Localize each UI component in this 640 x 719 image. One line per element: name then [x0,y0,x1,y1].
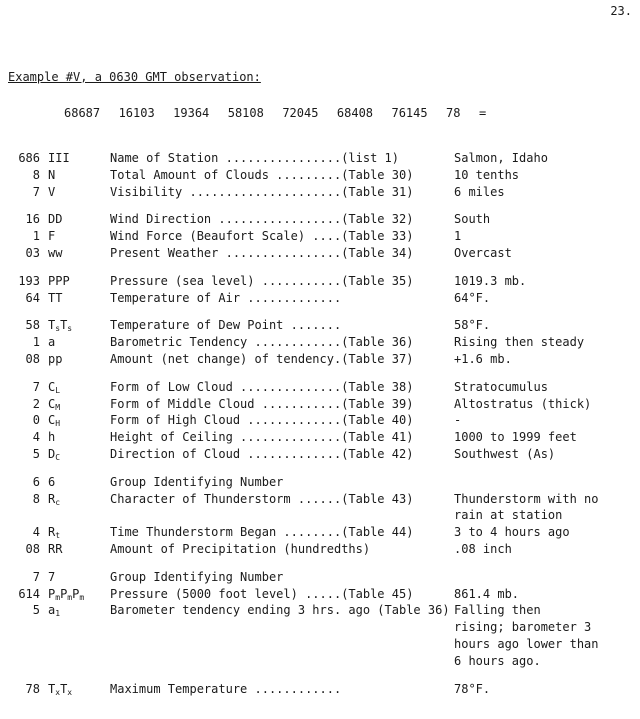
observed-value: 78°F. [454,681,491,696]
symbol: h [48,430,56,445]
symbol: RR [48,541,63,556]
table-row [0,491,640,508]
code-group: 58108 [227,106,264,120]
observed-value: 1 [454,229,462,244]
symbol: 6 [48,474,56,489]
code-value: 5 [32,446,40,461]
observed-value: rising; barometer 3 [454,620,592,635]
table-row [0,273,640,290]
observed-value: 6 hours ago. [454,653,541,668]
description: Group Identifying Number [110,569,284,584]
row-spacer [0,558,640,569]
description: Height of Ceiling ..............(Table 41) [110,430,414,445]
row-spacer [0,670,640,681]
observation-table [0,150,640,697]
description: Group Identifying Number [110,474,284,489]
table-row [0,184,640,201]
code-value: 0 [32,413,40,428]
symbol: $T_sT_s$ [48,318,73,334]
code-value: 8 [32,491,40,506]
description: Temperature of Air ............. [110,290,342,305]
observed-value: 64°F. [454,290,491,305]
row-spacer [0,368,640,379]
observed-value: Salmon, Idaho [454,151,548,165]
code-value: 08 [25,541,40,556]
table-row [0,474,640,491]
symbol: $T_xT_x$ [48,681,73,697]
observed-value: rain at station [454,508,563,523]
symbol: III [48,151,70,165]
observed-value: Overcast [454,245,512,260]
observed-value: +1.6 mb. [454,351,512,366]
symbol: $R_t$ [48,525,61,541]
table-row [0,167,640,184]
example-heading: Example #V, a 0630 GMT observation: [8,70,261,84]
observed-value: .08 inch [454,541,512,556]
code-value: 16 [25,212,40,227]
table-row [0,228,640,245]
code-value: 64 [25,290,40,305]
description: Pressure (5000 foot level) .....(Table 45) [110,586,414,601]
description: Visibility .....................(Table 31) [110,184,414,199]
symbol: $R_c$ [48,491,61,507]
description: Amount of Precipitation (hundredths) [110,541,371,556]
code-value: 08 [25,351,40,366]
table-row [0,245,640,262]
row-spacer [0,463,640,474]
observed-value: Rising then steady [454,335,585,350]
table-row [0,150,640,167]
description: Barometric Tendency ............(Table 36) [110,335,414,350]
code-value: 7 [32,569,40,584]
page-number: 23. [610,4,632,18]
code-group: 72045 [282,106,319,120]
description: Pressure (sea level) ...........(Table 35) [110,273,414,288]
observed-value: - [454,413,462,428]
description: Form of Low Cloud ..............(Table 38) [110,379,414,394]
table-row [0,586,640,603]
observed-value: 58°F. [454,318,491,333]
code-group: = [478,106,487,120]
code-group: 19364 [173,106,210,120]
description: Barometer tendency ending 3 hrs. ago (Table 36) [110,603,450,618]
code-value: 193 [18,273,40,288]
table-row [0,379,640,396]
table-row [0,602,640,619]
table-row [0,351,640,368]
observed-value: 3 to 4 hours ago [454,525,570,540]
table-row [0,681,640,698]
table-row [0,653,640,670]
code-value: 6 [32,474,40,489]
symbol: F [48,229,56,244]
code-value: 4 [32,430,40,445]
code-value: 78 [25,681,40,696]
symbol: $D_C$ [48,446,61,462]
symbol: $C_M$ [48,396,61,412]
table-row [0,446,640,463]
description: Temperature of Dew Point ....... [110,318,342,333]
table-row [0,317,640,334]
symbol: ww [48,245,63,260]
symbol: $C_H$ [48,413,61,429]
table-row [0,412,640,429]
description: Time Thunderstorm Began ........(Table 44) [110,525,414,540]
observed-value: hours ago lower than [454,636,599,651]
description: Form of High Cloud .............(Table 40) [110,413,414,428]
table-row [0,396,640,413]
observed-value: 1019.3 mb. [454,273,527,288]
observation-code-line [64,106,486,120]
code-value: 5 [32,603,40,618]
code-group: 16103 [118,106,155,120]
observed-value: 6 miles [454,184,505,199]
description: Wind Force (Beaufort Scale) ....(Table 33) [110,229,414,244]
symbol: DD [48,212,63,227]
description: Direction of Cloud .............(Table 42) [110,446,414,461]
observed-value: Falling then [454,603,541,618]
table-row [0,334,640,351]
code-group: 78 [446,106,461,120]
symbol: pp [48,351,63,366]
code-value: 614 [18,586,40,601]
description: Wind Direction .................(Table 32) [110,212,414,227]
code-group: 76145 [391,106,428,120]
observed-value: Altostratus (thick) [454,396,592,411]
table-row [0,541,640,558]
code-value: 7 [32,379,40,394]
observed-value: Stratocumulus [454,379,548,394]
row-spacer [0,200,640,211]
symbol: PPP [48,273,70,288]
code-value: 58 [25,318,40,333]
code-value: 8 [32,167,40,182]
code-value: 03 [25,245,40,260]
table-row [0,636,640,653]
symbol: $a_1$ [48,603,61,619]
code-value: 1 [32,335,40,350]
table-row [0,211,640,228]
description: Present Weather ................(Table 34) [110,245,414,260]
symbol: N [48,167,56,182]
observed-value: Southwest (As) [454,446,556,461]
code-group: 68408 [336,106,374,120]
description: Name of Station ................(list 1) [110,151,399,165]
description: Form of Middle Cloud ...........(Table 39) [110,396,414,411]
observed-value: 10 tenths [454,167,520,182]
table-row [0,429,640,446]
symbol: 7 [48,569,56,584]
code-value: 2 [32,396,40,411]
table-row [0,619,640,636]
code-value: 4 [32,525,40,540]
code-group: 68687 [64,106,101,120]
symbol: TT [48,290,63,305]
table-row [0,507,640,524]
observed-value: 861.4 mb. [454,586,520,601]
symbol: a [48,335,56,350]
description: Total Amount of Clouds .........(Table 30) [110,167,414,182]
description: Character of Thunderstorm ......(Table 43) [110,491,414,506]
description: Maximum Temperature ............ [110,681,342,696]
description: Amount (net change) of tendency.(Table 37) [110,351,414,366]
observed-value: Thunderstorm with no [454,491,599,506]
symbol: V [48,184,56,199]
row-spacer [0,262,640,273]
row-spacer [0,306,640,317]
code-value: 686 [18,151,40,165]
code-value: 7 [32,184,40,199]
symbol: $P_mP_mP_m$ [48,586,85,602]
table-row [0,569,640,586]
observed-value: 1000 to 1999 feet [454,430,577,445]
table-row [0,290,640,307]
code-value: 1 [32,229,40,244]
table-row [0,524,640,541]
observed-value: South [454,212,491,227]
symbol: $C_L$ [48,379,61,395]
